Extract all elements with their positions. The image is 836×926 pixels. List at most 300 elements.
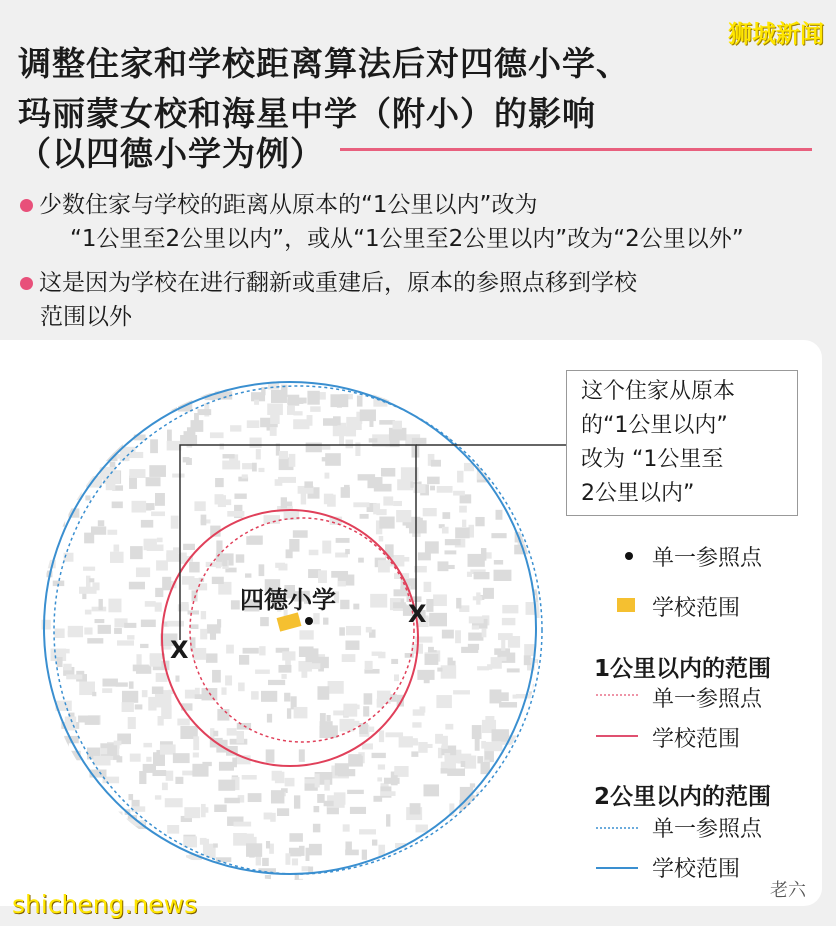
map-building [172, 393, 185, 401]
map-building [122, 702, 134, 712]
map-building [234, 822, 252, 827]
map-building [484, 866, 498, 872]
map-building [213, 843, 218, 847]
map-building [121, 829, 132, 838]
map-building [129, 681, 134, 688]
map-building [521, 432, 532, 445]
map-building [334, 792, 346, 804]
map-building [289, 454, 296, 467]
map-building [234, 494, 246, 499]
map-building [393, 501, 402, 506]
map-building [322, 541, 331, 554]
map-building [442, 630, 454, 639]
map-building [391, 659, 398, 664]
map-building [238, 682, 245, 691]
map-building [510, 785, 525, 792]
map-building [210, 633, 216, 639]
map-building [121, 427, 133, 434]
map-building [330, 394, 348, 407]
map-building [447, 768, 465, 775]
map-building [167, 430, 172, 442]
map-building [385, 732, 403, 737]
map-building [429, 613, 447, 626]
map-building [430, 486, 435, 491]
map-building [389, 428, 406, 441]
map-building [444, 550, 456, 554]
map-building [472, 725, 482, 739]
map-building [136, 654, 141, 664]
map-building [155, 588, 163, 597]
map-building [293, 411, 302, 415]
legend-2km-ref: 单一参照点 [652, 817, 763, 842]
map-building [310, 406, 320, 412]
map-building [482, 628, 487, 637]
map-building [469, 616, 484, 623]
school-area-marker [277, 612, 302, 631]
map-building [360, 409, 376, 421]
map-building [346, 626, 361, 635]
map-building [157, 538, 163, 543]
map-building [521, 842, 538, 852]
map-building [132, 501, 147, 513]
map-building [128, 405, 145, 419]
map-building [265, 875, 271, 886]
map-building [459, 506, 467, 513]
map-building [215, 478, 224, 487]
map-building [502, 618, 516, 625]
map-building [298, 661, 311, 672]
map-building [359, 829, 376, 834]
map-building [94, 446, 108, 458]
map-building [264, 515, 280, 524]
legend-1km-school: 学校范围 [652, 727, 741, 752]
map-building [408, 866, 419, 871]
map-building [518, 819, 530, 832]
map-building [424, 582, 432, 592]
map-building [402, 740, 418, 745]
map-building [532, 512, 537, 524]
map-building [114, 835, 120, 846]
map-building [494, 449, 505, 456]
map-building [504, 846, 518, 854]
bullet-1 [20, 188, 537, 222]
map-building [127, 452, 144, 458]
map-building [110, 552, 124, 563]
map-building [250, 437, 262, 447]
map-building [324, 801, 334, 806]
map-building [225, 675, 232, 685]
map-building [370, 594, 387, 608]
map-building [44, 537, 50, 550]
map-building [52, 495, 60, 501]
map-building [409, 520, 427, 533]
map-building [68, 423, 75, 433]
map-building [267, 403, 283, 415]
bullet-1-cont: “1公里至2公里以内”，或从“1公里至2公里以内”改为“2公里以外” [70, 226, 744, 252]
map-building [524, 453, 537, 461]
map-building [63, 664, 71, 671]
map-building [268, 680, 285, 685]
map-building [219, 762, 234, 771]
map-building [470, 865, 476, 877]
map-building [175, 675, 179, 681]
map-building [277, 808, 289, 816]
map-building [213, 731, 218, 737]
map-building [161, 706, 170, 719]
school-label: 四德小学 [240, 586, 336, 614]
map-building [372, 840, 377, 846]
map-building [317, 794, 324, 803]
map-building [312, 663, 321, 669]
map-building [146, 477, 161, 486]
map-building [194, 501, 205, 511]
map-building [502, 605, 518, 613]
map-building [102, 688, 112, 693]
map-building [256, 449, 261, 459]
map-building [534, 732, 546, 738]
map-building [445, 539, 461, 545]
map-building [112, 502, 123, 509]
map-building [465, 824, 480, 836]
map-building [507, 762, 517, 771]
title-rule [340, 148, 812, 151]
map-building [222, 461, 240, 470]
map-building [468, 633, 483, 641]
house-marker-x: X [408, 600, 427, 628]
map-building [512, 425, 521, 430]
map-building [345, 549, 350, 554]
map-building [127, 831, 137, 843]
map-building [87, 447, 91, 458]
legend-2km-heading: 2公里以内的范围 [594, 784, 772, 810]
map-building [462, 520, 466, 527]
map-building [513, 781, 523, 786]
map-building [259, 646, 265, 655]
map-building [459, 421, 463, 428]
map-building [214, 805, 227, 812]
map-building [103, 777, 120, 784]
map-building [483, 588, 494, 599]
map-building [113, 866, 118, 878]
map-building [470, 783, 475, 787]
map-building [325, 453, 341, 466]
map-building [83, 464, 90, 476]
map-building [377, 699, 384, 708]
map-building [260, 617, 269, 626]
map-building [233, 833, 247, 846]
map-building [394, 861, 407, 868]
map-building [536, 801, 552, 806]
map-building [162, 577, 171, 590]
map-building [128, 717, 136, 729]
map-building [149, 465, 166, 477]
map-building [212, 670, 221, 683]
map-building [114, 819, 120, 829]
callout-box [566, 370, 798, 516]
map-building [133, 665, 149, 672]
map-building [442, 512, 450, 519]
map-building [92, 692, 96, 696]
map-building [42, 620, 51, 630]
map-building [47, 754, 58, 759]
map-building [219, 874, 234, 882]
map-building [87, 854, 94, 860]
map-building [176, 860, 186, 866]
map-building [248, 793, 262, 802]
map-building [309, 844, 322, 855]
map-building [455, 630, 461, 643]
map-building [275, 479, 283, 486]
map-building [261, 691, 277, 702]
map-building [139, 771, 146, 784]
map-building [72, 411, 81, 423]
map-building [94, 442, 105, 452]
map-building [445, 724, 453, 730]
map-building [242, 463, 252, 469]
map-building [345, 641, 359, 650]
map-building [43, 774, 59, 782]
map-building [324, 780, 330, 791]
map-building [167, 621, 184, 627]
map-building [124, 623, 136, 628]
map-building [55, 516, 65, 527]
map-building [295, 879, 304, 891]
map-building [129, 469, 145, 478]
map-building [223, 454, 235, 458]
map-building [307, 415, 313, 426]
map-building [150, 439, 158, 453]
map-building [85, 716, 100, 725]
map-building [114, 545, 120, 552]
map-building [317, 686, 329, 700]
map-building [491, 533, 506, 538]
map-building [192, 867, 200, 872]
map-building [284, 693, 290, 702]
map-building [72, 808, 90, 818]
map-building [287, 708, 291, 718]
map-building [262, 858, 269, 866]
map-building [436, 695, 452, 708]
map-building [95, 619, 105, 623]
map-building [141, 620, 156, 627]
map-building [69, 384, 84, 397]
map-building [460, 494, 472, 503]
map-building [431, 460, 441, 467]
map-building [53, 468, 65, 475]
map-building [182, 380, 192, 391]
watermark: shicheng.news [12, 890, 198, 919]
map-building [221, 499, 231, 505]
map-building [313, 824, 320, 833]
map-building [294, 707, 308, 718]
map-building [304, 481, 313, 488]
map-building [522, 498, 533, 507]
map-building [113, 755, 120, 760]
map-building [328, 681, 344, 694]
map-building [360, 514, 369, 519]
map-building [206, 653, 218, 662]
map-building [506, 397, 522, 411]
callout-text: 2公里以内” [581, 481, 695, 506]
map-building [198, 386, 206, 396]
map-building [423, 399, 440, 411]
map-building [305, 648, 318, 662]
map-building [118, 819, 135, 829]
map-building [184, 431, 196, 438]
map-building [190, 624, 198, 629]
map-building [369, 438, 378, 442]
map-building [198, 382, 215, 389]
map-building [372, 651, 382, 655]
ref-point-marker [305, 617, 313, 625]
map-building [245, 573, 251, 577]
map-building [193, 648, 206, 660]
map-building [201, 611, 206, 619]
map-building [437, 388, 452, 396]
map-building [289, 833, 302, 842]
map-building [393, 602, 406, 608]
map-building [166, 550, 178, 556]
map-building [222, 559, 227, 567]
map-building [47, 445, 56, 454]
map-building [44, 759, 61, 767]
map-building [93, 865, 107, 871]
map-building [45, 418, 59, 428]
map-building [210, 432, 224, 438]
map-building [131, 406, 147, 411]
map-building [98, 625, 111, 634]
map-building [54, 628, 64, 637]
map-building [362, 743, 373, 749]
map-building [359, 723, 368, 734]
map-building [363, 706, 369, 716]
map-building [209, 873, 214, 887]
map-building [73, 874, 77, 881]
map-building [130, 754, 141, 762]
map-building [212, 577, 224, 584]
map-building [155, 795, 161, 799]
map-building [453, 406, 461, 411]
map-building [182, 872, 199, 878]
map-building [437, 668, 442, 672]
map-building [323, 618, 328, 625]
map-building [385, 544, 394, 557]
map-building [299, 846, 305, 856]
map-building [128, 794, 133, 800]
map-building [442, 736, 448, 749]
map-background [41, 380, 555, 891]
map-building [343, 824, 350, 831]
map-building [489, 805, 504, 810]
map-building [493, 795, 511, 804]
map-building [378, 560, 390, 572]
map-building [266, 749, 275, 762]
map-building [411, 848, 418, 861]
map-building [423, 784, 439, 796]
map-building [534, 734, 548, 742]
map-building [76, 782, 83, 795]
map-building [501, 639, 505, 651]
map-building [242, 474, 248, 478]
map-building [182, 576, 194, 585]
map-building [266, 841, 270, 848]
brand-logo: 狮城新闻 [728, 20, 824, 48]
map-building [102, 679, 117, 687]
map-building [251, 691, 259, 699]
map-building [367, 384, 371, 390]
map-building [98, 520, 104, 526]
map-building [289, 539, 299, 552]
map-building [410, 803, 421, 814]
map-building [518, 415, 529, 425]
map-building [524, 655, 531, 665]
map-building [307, 391, 319, 405]
map-building [373, 503, 380, 514]
map-building [87, 638, 103, 643]
map-building [457, 471, 463, 483]
map-building [203, 844, 213, 856]
map-building [46, 788, 59, 797]
map-building [353, 502, 369, 507]
map-building [424, 654, 438, 665]
map-building [87, 846, 101, 857]
map-building [535, 709, 541, 720]
map-building [413, 709, 425, 715]
map-building [492, 729, 509, 741]
map-building [523, 779, 540, 785]
bullet-text: 这是因为学校在进行翻新或重建后，原本的参照点移到学校 [39, 270, 637, 296]
map-building [383, 496, 393, 505]
map-building [172, 474, 184, 478]
map-building [65, 716, 76, 730]
map-building [216, 540, 222, 553]
map-building [246, 843, 262, 857]
map-building [405, 653, 414, 658]
map-building [294, 795, 300, 808]
map-building [299, 630, 313, 639]
legend-school-area: 学校范围 [652, 596, 741, 621]
map-building [295, 874, 299, 883]
map-building [395, 557, 410, 562]
map-building [57, 649, 70, 654]
map-building [532, 398, 549, 410]
map-building [507, 668, 520, 672]
map-building [151, 511, 165, 516]
map-building [446, 409, 460, 414]
map-building [358, 474, 375, 480]
map-building [242, 775, 257, 780]
map-building [79, 587, 97, 594]
map-building [155, 602, 162, 611]
map-building [281, 497, 287, 508]
map-building [340, 600, 349, 609]
map-building [155, 493, 165, 506]
map-building [66, 674, 82, 679]
map-building [333, 416, 341, 425]
legend-ref-point-icon [625, 552, 633, 560]
map-building [236, 554, 244, 562]
map-building [202, 762, 211, 766]
map-building [540, 771, 555, 776]
map-building [315, 774, 320, 788]
map-building [532, 421, 541, 429]
map-building [65, 810, 73, 819]
map-building [81, 414, 88, 421]
map-building [345, 850, 359, 856]
map-building [459, 419, 476, 425]
map-building [167, 825, 179, 834]
map-building [279, 451, 288, 459]
